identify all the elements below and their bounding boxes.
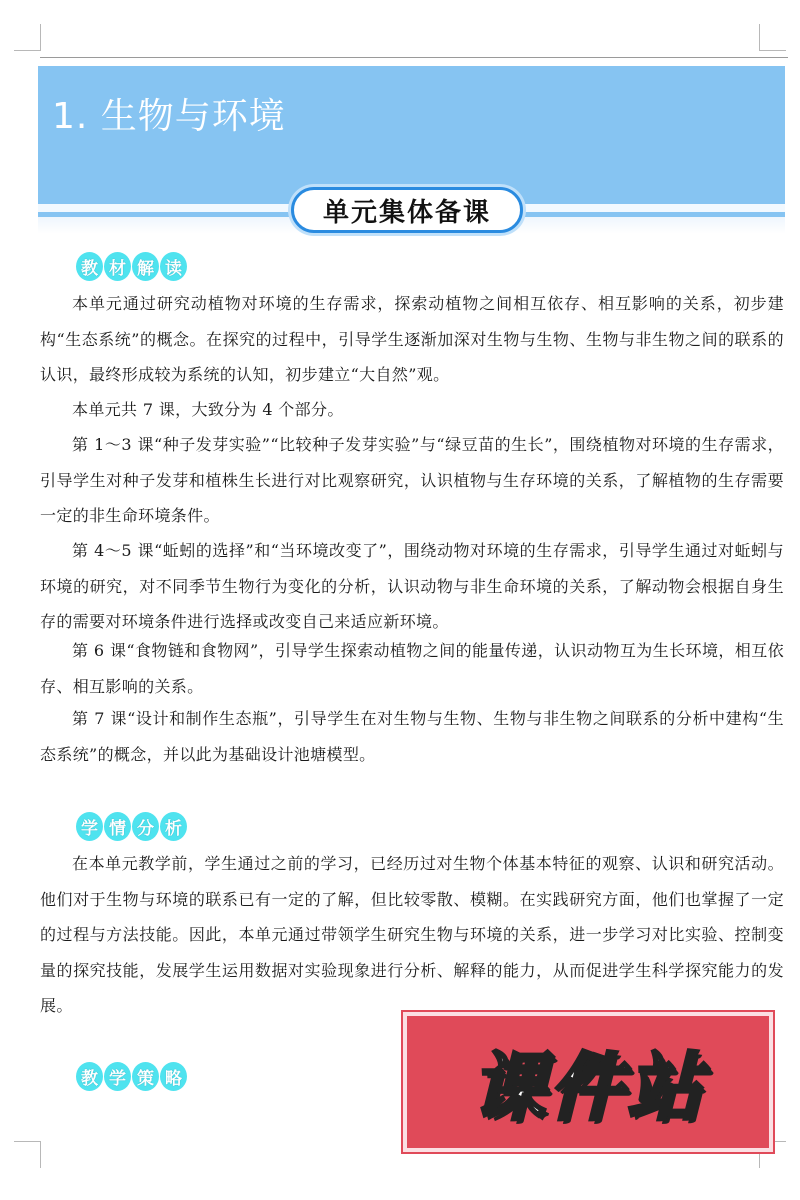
title-banner	[38, 66, 785, 204]
paragraph: 第 1～3 课“种子发芽实验”“比较种子发芽实验”与“绿豆苗的生长”，围绕植物对环境的生存需求，引导学生对种子发芽和植株生长进行对比观察研究，认识植物与生存环境的关系，了解植物的生存需要一定的非生命环境条件。	[40, 435, 784, 525]
paragraph: 本单元通过研究动植物对环境的生存需求，探索动植物之间相互依存、相互影响的关系，初步建构“生态系统”的概念。在探究的过程中，引导学生逐渐加深对生物与生物、生物与非生物之间的联系的认识，最终形成较为系统的认知，初步建立“大自然”观。	[40, 294, 784, 384]
watermark-stamp	[403, 1012, 773, 1152]
tag-char: 学	[104, 1062, 131, 1091]
section-label: 单元集体备课	[291, 187, 523, 233]
paragraph: 在本单元教学前，学生通过之前的学习，已经历过对生物个体基本特征的观察、认识和研究活动。他们对于生物与环境的联系已有一定的了解，但比较零散、模糊。在实践研究方面，他们也掌握了一定的过程与方法技能。因此，本单元通过带领学生研究生物与环境的关系，进一步学习对比实验、控制变量的探究技能，发展学生运用数据对实验现象进行分析、解释的能力，从而促进学生科学探究能力的发展。	[40, 854, 784, 1015]
tag-teaching-strategy	[76, 1060, 187, 1092]
tag-textbook-analysis	[76, 250, 187, 282]
tag-char: 略	[160, 1062, 187, 1091]
tag-char: 析	[160, 812, 187, 841]
tag-char: 教	[76, 252, 103, 281]
tag-char: 材	[104, 252, 131, 281]
unit-title: 1. 生物与环境	[52, 96, 286, 137]
paragraph: 本单元共 7 课，大致分为 4 个部分。	[72, 400, 344, 419]
paragraph: 第 4～5 课“蚯蚓的选择”和“当环境改变了”，围绕动物对环境的生存需求，引导学生通过对蚯蚓与环境的研究，对不同季节生物行为变化的分析，认识动物与非生命环境的关系，了解动物会根据自身生存的需要对环境条件进行选择或改变自己来适应新环境。	[40, 541, 784, 631]
tag-char: 教	[76, 1062, 103, 1091]
tag-char: 策	[132, 1062, 159, 1091]
tag-student-analysis	[76, 810, 187, 842]
crop-mark-top-right	[759, 24, 786, 51]
header-rule	[40, 57, 788, 58]
paragraph: 第 7 课“设计和制作生态瓶”，引导学生在对生物与生物、生物与非生物之间联系的分析中建构“生态系统”的概念，并以此为基础设计池塘模型。	[40, 709, 784, 764]
watermark-text: 课件站	[471, 1045, 705, 1131]
crop-mark-top-left	[14, 24, 41, 51]
tag-char: 读	[160, 252, 187, 281]
tag-char: 分	[132, 812, 159, 841]
crop-mark-bottom-left	[14, 1141, 41, 1168]
tag-char: 解	[132, 252, 159, 281]
tag-char: 学	[76, 812, 103, 841]
tag-char: 情	[104, 812, 131, 841]
paragraph: 第 6 课“食物链和食物网”，引导学生探索动植物之间的能量传递，认识动物互为生长环境，相互依存、相互影响的关系。	[40, 641, 784, 696]
